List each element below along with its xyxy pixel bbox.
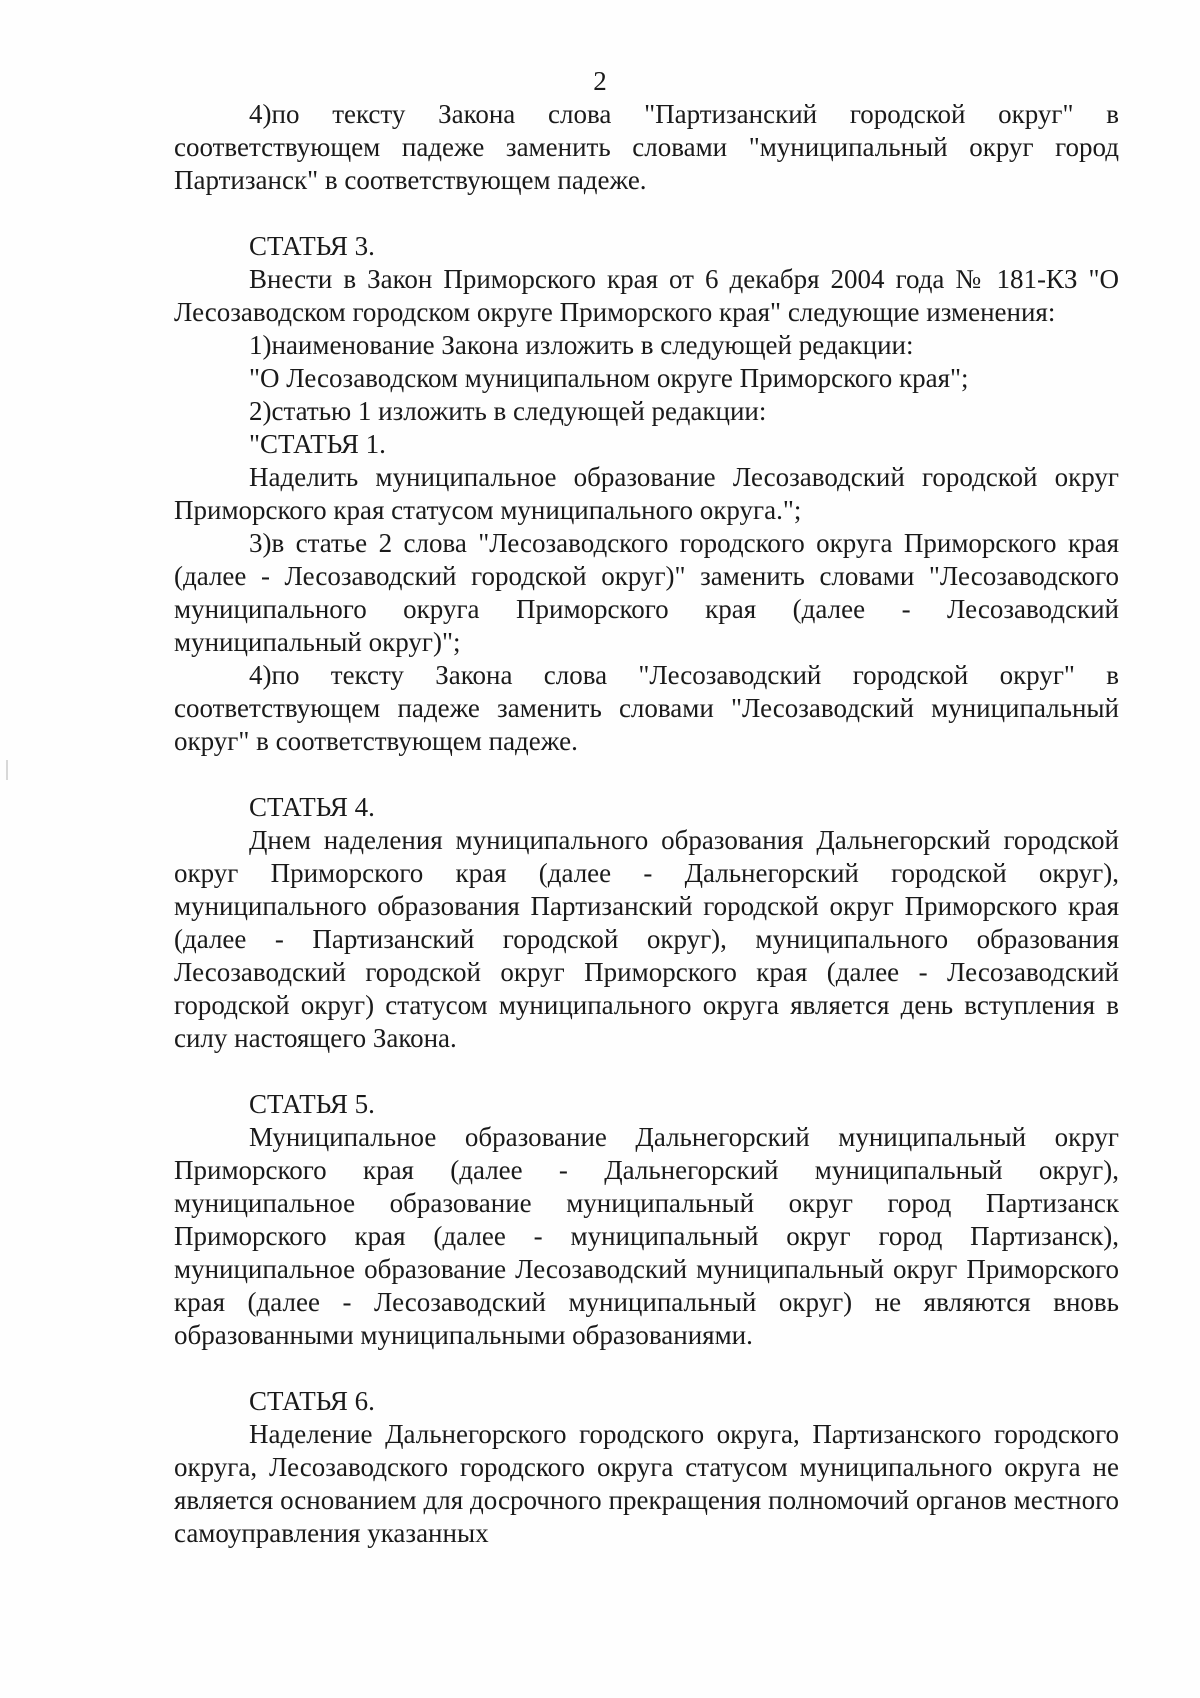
article-3-new-title: "О Лесозаводском муниципальном округе Приморского края"; (249, 363, 969, 393)
article-3-item-1: 1)наименование Закона изложить в следующей редакции: (249, 330, 914, 360)
article-4-paragraph: Днем наделения муниципального образования Дальнегорский городской округ Приморского края (далее - Дальнегорский городской округ), муниципального образования Партизанский городской округ Приморского края (далее - Партизанский городской округ), муниципального образования Лесозаводский городской округ Приморского края (далее - Лесозаводский городской округ) статусом муниципального округа является день вступления в силу настоящего Закона. (174, 825, 1119, 1053)
article-5-paragraph: Муниципальное образование Дальнегорский муниципальный округ Приморского края (далее - Дальнегорский муниципальный округ), муниципальное образование муниципальный округ город Партизанск Приморского края (далее - муниципальный округ город Партизанск), муниципальное образование Лесозаводский муниципальный округ Приморского края (далее - Лесозаводский муниципальный округ) не являются вновь образованными муниципальными образованиями. (174, 1122, 1119, 1350)
spacer (174, 197, 1119, 230)
spacer (174, 758, 1119, 791)
article-6-heading: СТАТЬЯ 6. (249, 1386, 375, 1416)
article-6-paragraph: Наделение Дальнегорского городского округа, Партизанского городского округа, Лесозаводского городского округа статусом муниципального округа не является основанием для досрочного прекращения полномочий органов местного самоуправления указанных (174, 1419, 1119, 1548)
article-3-heading: СТАТЬЯ 3. (249, 231, 375, 261)
article-3-quoted-heading: "СТАТЬЯ 1. (249, 429, 386, 459)
spacer (174, 1352, 1119, 1385)
scan-margin-mark (6, 760, 8, 780)
article-3-item-2: 2)статью 1 изложить в следующей редакции: (249, 396, 767, 426)
article-3-item-4: 4)по тексту Закона слова "Лесозаводский городской округ" в соответствующем падеже заменить словами "Лесозаводский муниципальный округ" в соответствующем падеже. (174, 660, 1119, 756)
article-3-item-3: 3)в статье 2 слова "Лесозаводского городского округа Приморского края (далее - Лесозаводский городской округ)" заменить словами "Лесозаводского муниципального округа Приморского края (далее - Лесозаводский муниципальный округ)"; (174, 528, 1119, 657)
intro-paragraph-4: 4)по тексту Закона слова "Партизанский городской округ" в соответствующем падеже заменить словами "муниципальный округ город Партизанск" в соответствующем падеже. (174, 99, 1119, 195)
spacer (174, 1055, 1119, 1088)
article-3-paragraph: Внести в Закон Приморского края от 6 декабря 2004 года № 181-КЗ "О Лесозаводском городском округе Приморского края" следующие изменения: (174, 264, 1119, 327)
page-number: 2 (593, 66, 607, 96)
document-body (174, 98, 1119, 1550)
article-3-quoted-text: Наделить муниципальное образование Лесозаводский городской округ Приморского края статусом муниципального округа."; (174, 462, 1119, 525)
article-4-heading: СТАТЬЯ 4. (249, 792, 375, 822)
article-5-heading: СТАТЬЯ 5. (249, 1089, 375, 1119)
